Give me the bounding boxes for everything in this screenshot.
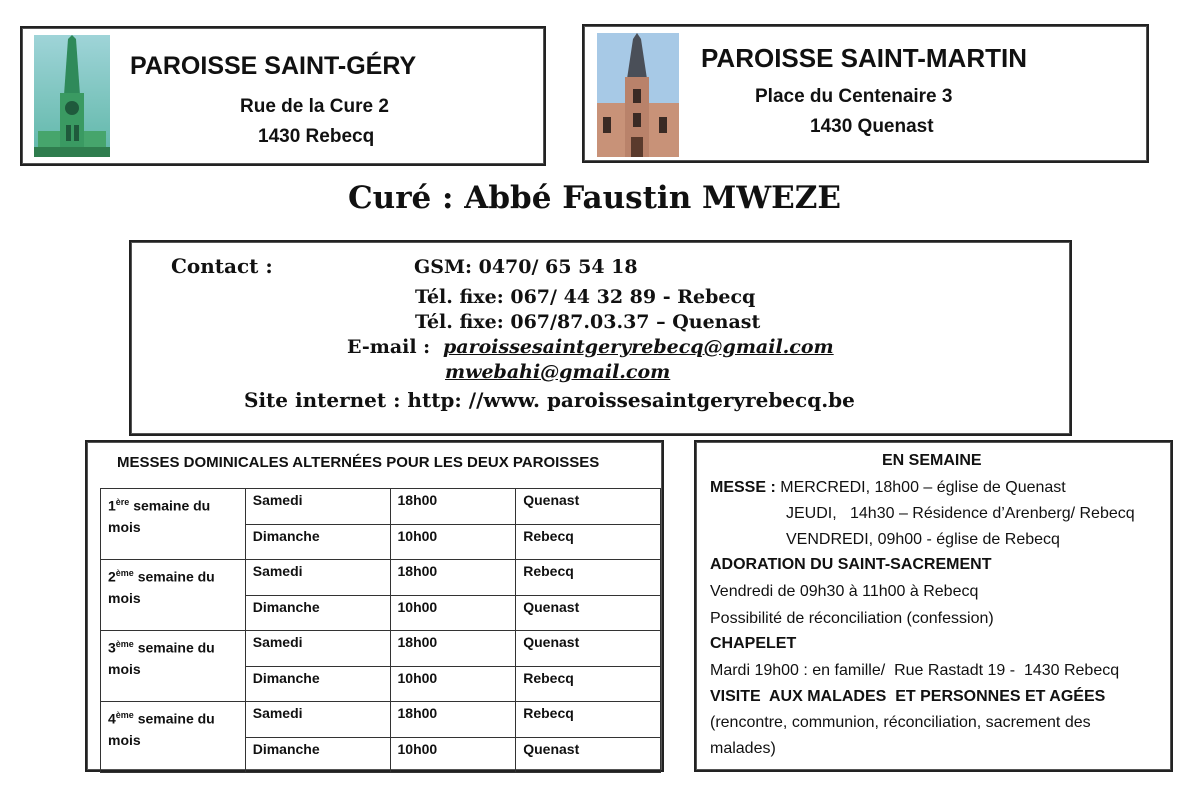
mass-place-cell: Rebecq [516, 702, 661, 738]
parish2-city: 1430 Quenast [810, 116, 934, 137]
semaine-box [694, 440, 1173, 772]
table-row [101, 560, 661, 596]
contact-website[interactable]: Site internet : http: //www. paroissesaintgeryrebecq.be [244, 388, 855, 412]
parish2-street: Place du Centenaire 3 [755, 86, 953, 107]
contact-tel-quenast: Tél. fixe: 067/87.03.37 – Quenast [415, 311, 761, 333]
week-label: semaine du mois [108, 568, 215, 606]
messe-mercredi: MERCREDI, 18h00 – église de Quenast [780, 479, 1066, 496]
week-ordinal: 4 [108, 710, 116, 727]
mass-time-cell: 10h00 [390, 596, 516, 631]
visite-text-2: malades) [710, 740, 776, 757]
contact-label: Contact : [171, 254, 273, 278]
mass-day-cell: Dimanche [245, 738, 390, 773]
table-row [101, 489, 661, 525]
church-saint-martin-image [597, 33, 679, 157]
masses-title: MESSES DOMINICALES ALTERNÉES POUR LES DEUX PAROISSES [117, 454, 600, 471]
week-ordinal: 3 [108, 639, 116, 656]
messe-jeudi: JEUDI, 14h30 – Résidence d’Arenberg/ Rebecq [786, 505, 1135, 522]
week-ordinal: 1 [108, 497, 116, 514]
mass-place-cell: Quenast [516, 738, 661, 773]
parish1-city: 1430 Rebecq [258, 126, 375, 147]
mass-place-cell: Rebecq [516, 525, 661, 560]
week-ordinal-suffix: ème [115, 639, 134, 649]
contact-email-1[interactable]: paroissesaintgeryrebecq@gmail.com [443, 336, 834, 358]
visite-title: VISITE AUX MALADES ET PERSONNES ET AGÉES [710, 688, 1106, 705]
adoration-text: Vendredi de 09h30 à 11h00 à Rebecq [710, 583, 979, 600]
church-saint-gery-image [34, 35, 110, 157]
mass-day-cell: Samedi [245, 489, 390, 525]
mass-place-cell: Quenast [516, 489, 661, 525]
mass-time-cell: 18h00 [390, 560, 516, 596]
adoration-title: ADORATION DU SAINT-SACREMENT [710, 556, 992, 573]
mass-place-cell: Rebecq [516, 667, 661, 702]
mass-time-cell: 10h00 [390, 738, 516, 773]
mass-time-cell: 10h00 [390, 525, 516, 560]
mass-day-cell: Samedi [245, 631, 390, 667]
week-label-cell [101, 560, 246, 631]
chapelet-text: Mardi 19h00 : en famille/ Rue Rastadt 19 - 1430 Rebecq [710, 662, 1120, 679]
contact-email-2[interactable]: mwebahi@gmail.com [445, 361, 671, 383]
messe-vendredi: VENDREDI, 09h00 - église de Rebecq [786, 531, 1060, 548]
visite-text-1: (rencontre, communion, réconciliation, sacrement des [710, 714, 1091, 731]
contact-email-label: E-mail : [347, 336, 431, 358]
cure-heading: Curé : Abbé Faustin MWEZE [348, 180, 842, 216]
mass-time-cell: 10h00 [390, 667, 516, 702]
contact-box [129, 240, 1072, 436]
week-ordinal: 2 [108, 568, 116, 585]
week-label: semaine du mois [108, 497, 211, 535]
week-label: semaine du mois [108, 710, 215, 748]
masses-box [85, 440, 664, 772]
table-row [101, 702, 661, 738]
week-ordinal-suffix: ère [115, 497, 130, 507]
week-label-cell [101, 631, 246, 702]
mass-day-cell: Samedi [245, 702, 390, 738]
mass-place-cell: Quenast [516, 596, 661, 631]
mass-place-cell: Quenast [516, 631, 661, 667]
reconciliation-text: Possibilité de réconciliation (confession) [710, 610, 994, 627]
parish-saint-gery-box [20, 26, 546, 166]
mass-time-cell: 18h00 [390, 489, 516, 525]
mass-time-cell: 18h00 [390, 702, 516, 738]
messe-line-1 [710, 479, 1066, 497]
semaine-title: EN SEMAINE [882, 452, 982, 469]
contact-tel-rebecq: Tél. fixe: 067/ 44 32 89 - Rebecq [415, 286, 756, 308]
mass-day-cell: Dimanche [245, 525, 390, 560]
week-ordinal-suffix: ème [115, 710, 134, 720]
mass-day-cell: Dimanche [245, 596, 390, 631]
parish1-street: Rue de la Cure 2 [240, 96, 389, 117]
messe-label: MESSE : [710, 479, 776, 496]
week-ordinal-suffix: ème [115, 568, 134, 578]
week-label-cell [101, 489, 246, 560]
masses-table [100, 488, 661, 773]
mass-day-cell: Samedi [245, 560, 390, 596]
parish1-name: PAROISSE SAINT-GÉRY [130, 52, 417, 80]
week-label: semaine du mois [108, 639, 215, 677]
week-label-cell [101, 702, 246, 773]
chapelet-title: CHAPELET [710, 635, 797, 652]
parish-saint-martin-box [582, 24, 1149, 163]
contact-gsm: GSM: 0470/ 65 54 18 [414, 256, 638, 278]
mass-place-cell: Rebecq [516, 560, 661, 596]
mass-day-cell: Dimanche [245, 667, 390, 702]
parish2-name: PAROISSE SAINT-MARTIN [701, 43, 1027, 73]
table-row [101, 631, 661, 667]
mass-time-cell: 18h00 [390, 631, 516, 667]
